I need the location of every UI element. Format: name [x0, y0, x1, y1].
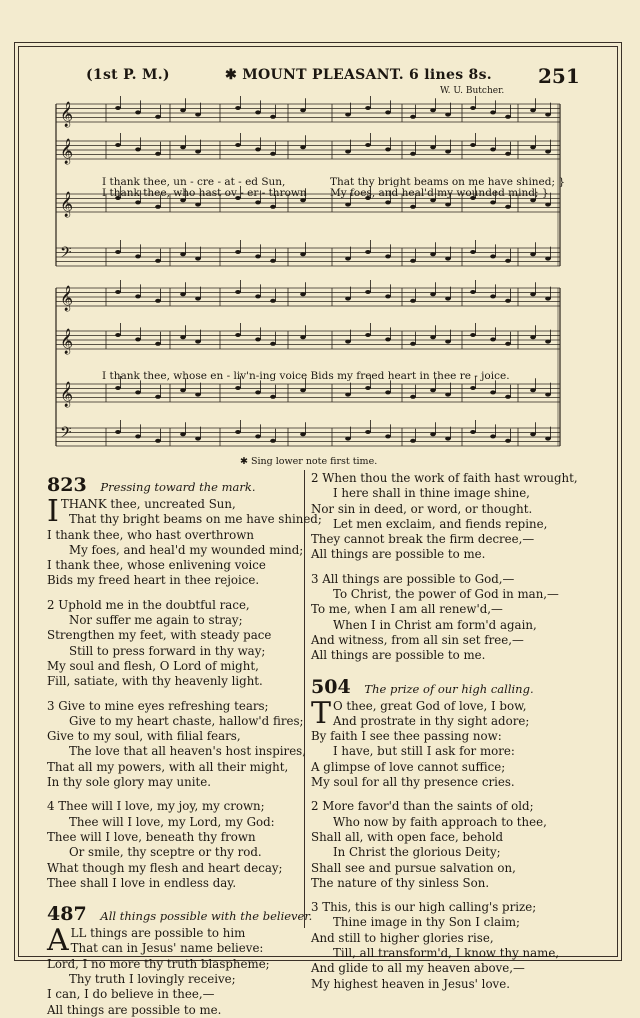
verse-line: And prostrate in thy sight adore;: [333, 713, 530, 728]
verse-line: And witness, from all sin set free,—: [311, 632, 524, 647]
verse-line: 3 All things are possible to God,—: [311, 571, 515, 586]
lyric-line-2a: I thank thee, who hast ov - er - thrown: [102, 187, 307, 199]
hymn-subject: The prize of our high calling.: [364, 681, 534, 696]
verse-line: Shall all, with open face, behold: [311, 829, 504, 844]
svg-text:𝄞: 𝄞: [60, 139, 74, 164]
verse-line: Thy truth I lovingly receive;: [69, 972, 236, 987]
lyric-line-3: I thank thee, whose en - liv'n-ing voice Bids my freed heart in thee re - joice.: [102, 370, 510, 382]
verse-line: Still to press forward in thy way;: [69, 643, 266, 658]
verse-line: Thee will I love, my Lord, my God:: [69, 814, 275, 829]
verse-line: O thee, great God of love, I bow,: [333, 698, 527, 713]
verse-line: All things are possible to me.: [311, 547, 486, 562]
svg-text:𝄞: 𝄞: [60, 192, 74, 217]
left-column: [47, 471, 322, 1018]
verse-line: That can in Jesus' name believe:: [70, 941, 264, 956]
verse-line: I have, but still I ask for more:: [333, 744, 515, 759]
verse-line: My soul for all thy presence cries.: [311, 775, 515, 790]
verse-line: Or smile, thy sceptre or thy rod.: [69, 845, 262, 860]
right-column: [311, 471, 591, 992]
verse-line: The love that all heaven's host inspires,: [69, 744, 306, 759]
svg-text:𝄞: 𝄞: [60, 102, 74, 127]
verse-line: When I in Christ am form'd again,: [333, 617, 537, 632]
verse-line: Thee will I love, beneath thy frown: [47, 829, 256, 844]
verse-line: I can, I do believe in thee,—: [47, 987, 215, 1002]
verse-line: 4 Thee will I love, my joy, my crown;: [47, 799, 265, 814]
verse-line: And glide to all my heaven above,—: [311, 961, 525, 976]
verse-line: All things are possible to me.: [311, 648, 486, 663]
verse-line: Fill, satiate, with thy heavenly light.: [47, 674, 263, 689]
svg-text:𝄢: 𝄢: [60, 424, 72, 445]
drop-cap: I: [47, 494, 59, 529]
verse-line: Nor suffer me again to stray;: [69, 613, 243, 628]
stanza: [311, 572, 591, 664]
verse-line: That thy bright beams on me have shined;: [69, 512, 322, 527]
verse-line: LL things are possible to him: [70, 926, 246, 941]
verse-line: In thy sole glory may unite.: [47, 775, 211, 790]
verse-line: Strengthen my feet, with steady pace: [47, 628, 272, 643]
verse-line: 2 Uphold me in the doubtful race,: [47, 597, 250, 612]
hymn-number: 487: [47, 903, 87, 926]
music-score: [48, 96, 572, 452]
stanza: [311, 471, 591, 563]
hymn-subject: All things possible with the believer.: [100, 909, 313, 924]
verse-line: Who now by faith approach to thee,: [333, 814, 547, 829]
stanza: [47, 698, 306, 791]
verse-line: And still to higher glories rise,: [311, 930, 494, 945]
verse-line: THANK thee, uncreated Sun,: [60, 497, 236, 511]
verse-line: Thee shall I love in endless day.: [47, 875, 237, 890]
verse-line: Thine image in thy Son I claim;: [333, 915, 521, 930]
hymn-header: [47, 902, 313, 926]
verse-line: To me, when I am all renew'd,—: [311, 602, 503, 617]
drop-cap: A: [47, 923, 69, 959]
verse-line: Nor sin in deed, or word, or thought.: [311, 501, 533, 516]
page-number: 251: [538, 64, 580, 88]
verse-line: My soul and flesh, O Lord of might,: [47, 658, 259, 673]
stanza: [311, 900, 591, 992]
verse-line: 3 Give to mine eyes refreshing tears;: [47, 698, 269, 713]
verse-line: My highest heaven in Jesus' love.: [311, 976, 510, 991]
verse-line: That all my powers, with all their might,: [47, 759, 289, 774]
verse-line: All things are possible to me.: [47, 1002, 222, 1017]
verse-line: In Christ the glorious Deity;: [333, 845, 501, 860]
verse-line: The nature of thy sinless Son.: [311, 875, 490, 890]
stanza: [311, 799, 591, 891]
lyric-line-1b: That thy bright beams on me have shined; }: [330, 176, 566, 188]
tune-title: ✱ MOUNT PLEASANT. 6 lines 8s.: [225, 67, 492, 83]
verse-line: Till, all transform'd, I know thy name,: [333, 946, 560, 961]
meter-label: (1st P. M.): [86, 67, 170, 83]
svg-text:𝄞: 𝄞: [60, 329, 74, 354]
verse-line: I thank thee, whose enlivening voice: [47, 558, 266, 573]
verse-line: They cannot break the firm decree,—: [311, 532, 535, 547]
hymn-subject: Pressing toward the mark.: [100, 480, 256, 494]
lyric-line-1a: I thank thee, un - cre - at - ed Sun,: [102, 176, 286, 188]
svg-text:𝄞: 𝄞: [60, 286, 74, 311]
composer-credit: W. U. Butcher.: [440, 86, 505, 96]
stanza: [47, 923, 299, 1018]
verse-line: Let men exclaim, and fiends repine,: [333, 516, 548, 531]
verse-line: Give to my soul, with filial fears,: [47, 729, 241, 744]
verse-line: 3 This, this is our high calling's prize;: [311, 900, 537, 915]
verse-line: Shall see and pursue salvation on,: [311, 860, 516, 875]
verse-line: I thank thee, who hast overthrown: [47, 527, 254, 542]
stanza: [311, 695, 591, 791]
hymn-header: [47, 473, 299, 497]
verse-line: Give to my heart chaste, hallow'd fires;: [69, 713, 304, 728]
hymn-number: 504: [311, 675, 351, 698]
hymn-header: [311, 675, 591, 699]
svg-text:𝄞: 𝄞: [60, 382, 74, 407]
verse-line: Bids my freed heart in thee rejoice.: [47, 573, 260, 588]
column-divider: [304, 470, 305, 928]
stanza: [47, 799, 299, 891]
verse-line: To Christ, the power of God in man,—: [333, 587, 559, 602]
tune-header: [86, 67, 492, 83]
svg-text:𝄢: 𝄢: [60, 244, 72, 265]
music-footnote: ✱ Sing lower note first time.: [240, 456, 378, 467]
verse-line: A glimpse of love cannot suffice;: [311, 759, 506, 774]
verse-line: 2 When thou the work of faith hast wrought,: [311, 471, 578, 485]
verse-line: What though my flesh and heart decay;: [47, 860, 283, 875]
verse-line: 2 More favor'd than the saints of old;: [311, 799, 534, 814]
hymn-number: 823: [47, 474, 87, 496]
lyric-line-2b: My foes, and heal'd my wounded mind; }: [330, 187, 549, 199]
stanza: [47, 598, 299, 690]
drop-cap: T: [311, 695, 332, 731]
verse-line: My foes, and heal'd my wounded mind;: [69, 542, 304, 557]
verse-line: Lord, I no more thy truth blaspheme;: [47, 956, 270, 971]
verse-line: I here shall in thine image shine,: [333, 486, 530, 501]
verse-line: By faith I see thee passing now:: [311, 729, 502, 744]
stanza: [47, 494, 322, 589]
